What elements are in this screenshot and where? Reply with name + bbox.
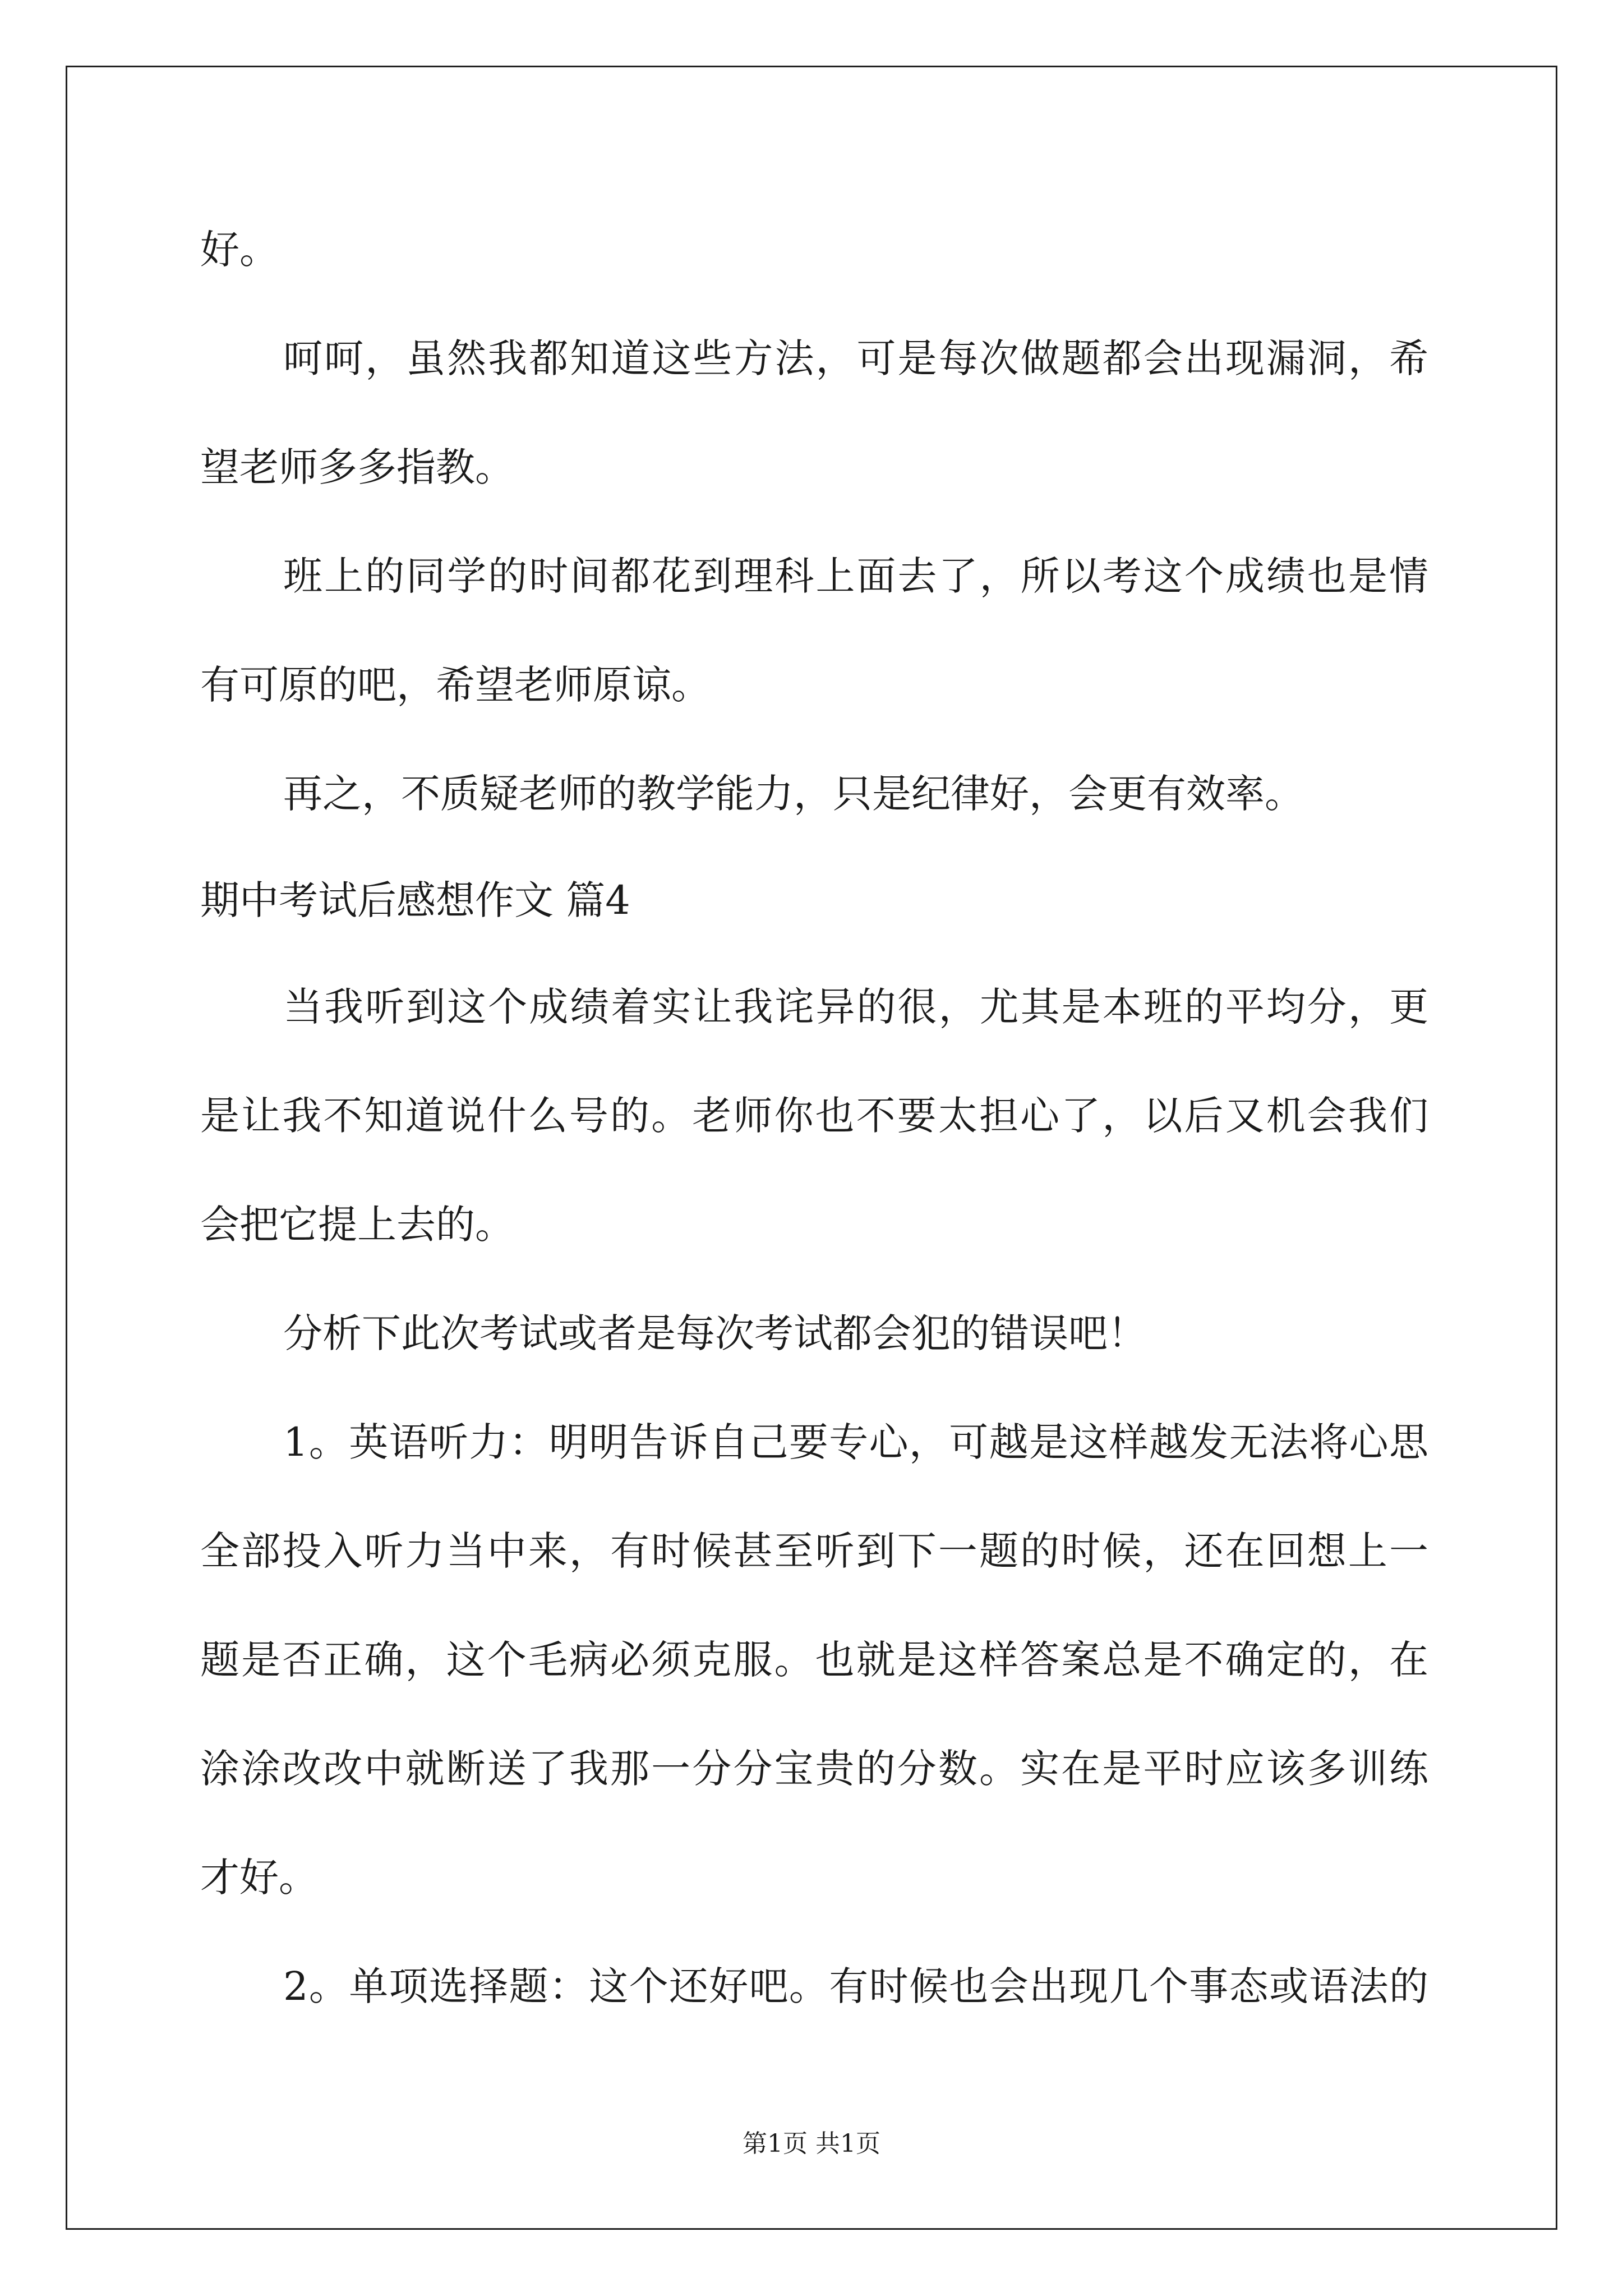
text-line: 呵呵，虽然我都知道这些方法，可是每次做题都会出现漏洞，希	[283, 335, 1428, 381]
text-line: 会把它提上去的。	[200, 1202, 514, 1248]
text-line: 当我听到这个成绩着实让我诧异的很，尤其是本班的平均分，更	[283, 984, 1428, 1030]
section-heading: 期中考试后感想作文 篇4	[200, 877, 630, 923]
text-line: 题是否正确，这个毛病必须克服。也就是这样答案总是不确定的，在	[200, 1637, 1428, 1683]
text-line: 1。英语听力：明明告诉自己要专心，可越是这样越发无法将心思	[283, 1419, 1428, 1465]
text-line: 才好。	[200, 1855, 318, 1901]
text-line: 涂涂改改中就断送了我那一分分宝贵的分数。实在是平时应该多训练	[200, 1746, 1428, 1792]
page-footer: 第1页 共1页	[743, 2129, 880, 2158]
text-line: 有可原的吧，希望老师原谅。	[200, 662, 711, 708]
text-line: 2。单项选择题：这个还好吧。有时候也会出现几个事态或语法的	[283, 1963, 1428, 2009]
text-line: 是让我不知道说什么号的。老师你也不要太担心了，以后又机会我们	[200, 1093, 1428, 1139]
text-line: 分析下此次考试或者是每次考试都会犯的错误吧！	[283, 1310, 1147, 1356]
text-line: 望老师多多指教。	[200, 444, 514, 490]
page-border	[66, 66, 1557, 2230]
text-line: 再之，不质疑老师的教学能力，只是纪律好，会更有效率。	[283, 771, 1304, 817]
text-line: 好。	[200, 227, 279, 273]
text-line: 全部投入听力当中来，有时候甚至听到下一题的时候，还在回想上一	[200, 1528, 1428, 1574]
text-line: 班上的同学的时间都花到理科上面去了，所以考这个成绩也是情	[283, 553, 1428, 599]
